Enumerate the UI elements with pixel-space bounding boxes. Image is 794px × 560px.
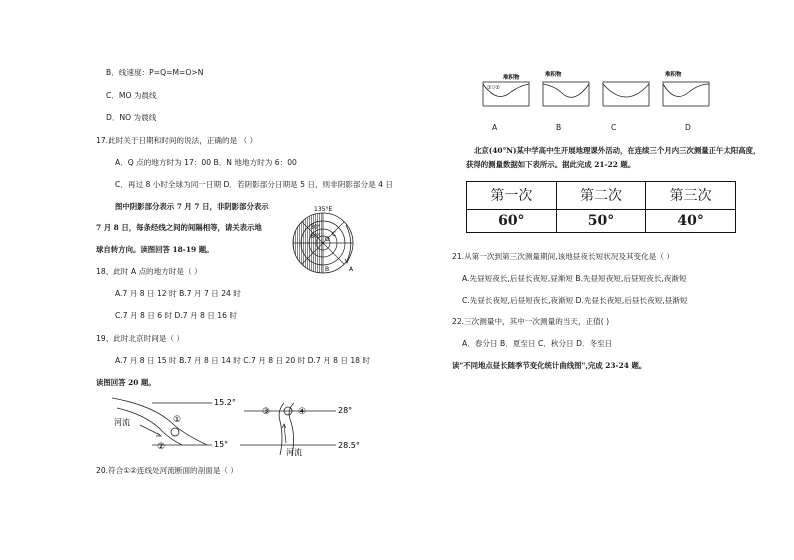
profile-a-marks: ①▽② [487,85,500,91]
mark-2: ② [157,442,166,452]
q17-options-cd: C．再过 8 小时全球为同一日期 D．若阴影部分日期是 5 日，则非阴影部分是 4 日 [115,180,393,189]
intro-line-2: 7 月 8 日，每条经线之间的间隔相等，请关表示地 [96,223,262,232]
lat-label-60: 60° [310,233,321,240]
table-value-1: 60° [467,209,557,232]
sun-altitude-table [466,181,736,233]
q17-options-ab: A．Q 点的地方时为 17：00 B．N 地地方时为 6：00 [115,158,297,167]
q21-intro-line-2: 获得的测量数据如下表所示。据此完成 21-22 题。 [466,160,636,169]
mark-1: ① [173,415,182,425]
table-header-2: 第二次 [556,182,646,210]
contour-top-left: 15.2° [214,398,236,407]
profile-option-c: C [611,123,617,132]
table-value-3: 40° [646,209,736,232]
q23-intro: 读"不同地点昼长随季节变化统计曲线图",完成 23-24 题。 [452,361,647,370]
q18-options-cd: C.7 月 8 日 6 时 D.7 月 8 日 16 时 [115,311,237,320]
q19-stem: 19、此时北京时间是（ ） [96,334,185,343]
mark-3: ③ [262,407,271,417]
profile-option-a: A [492,123,498,132]
point-a: A [349,266,354,273]
q21-options-ab: A.先昼短夜长,后昼长夜短,昼渐短 B.先昼短夜短,后昼短夜长,夜渐短 [462,274,687,283]
river-label-right: 河流 [286,448,302,457]
point-c: C [332,231,337,238]
contour-top-right: 28° [338,406,353,415]
table-value-2: 50° [556,209,646,232]
table-header-3: 第三次 [646,182,736,210]
q16-option-d: D．NO 为晨线 [106,113,157,122]
q22-options: A．春分日 B．夏至日 C．秋分日 D．冬至日 [462,339,613,348]
point-b: B [325,266,330,273]
q17-stem: 17.此时关于日期和时间的说法，正确的是 （ ） [96,136,258,145]
point-o: O [325,236,330,243]
q18-stem: 18、此时 A 点的地方时是（ ） [96,267,202,276]
polar-view-figure [283,205,358,275]
contour-bottom-left: 15° [214,440,229,449]
contour-bottom-right: 28.5° [338,441,360,450]
mark-4: ④ [298,407,307,417]
q20-intro: 读图回答 20 题。 [96,378,156,387]
profile-b-label: 堆积物 [545,72,562,78]
profile-d-label: 堆积物 [665,72,682,78]
q20-stem: 20.符合①②连线处河流断面的剖面是（ ） [96,466,239,475]
q18-options-ab: A.7 月 8 日 12 时 B.7 月 7 日 24 时 [115,289,241,298]
q21-options-cd: C.先昼长夜短,后昼短夜长,夜渐短 D.先昼长夜短,后昼长夜短,昼渐短 [462,296,688,305]
q21-intro-line-1: 北京(40°N)某中学高中生开展地理课外活动，在连续三个月内三次测量正午太阳高度， [474,146,761,155]
intro-line-1: 图中阴影部分表示 7 月 7 日，非阴影部分表示 [115,202,269,211]
profile-option-b: B [556,123,562,132]
q22-stem: 22.三次测量中，其中一次测量的当天，正值( ) [452,317,610,326]
river-profile-options [475,70,715,110]
q16-option-b: B．线速度：P=Q=M=O>N [106,68,204,77]
q19-options: A.7 月 8 日 15 时 B.7 月 8 日 14 时 C.7 月 8 日 20 时 D.7 月 8 日 18 时 [115,356,371,365]
q16-option-c: C．MO 为晨线 [106,91,157,100]
table-header-1: 第一次 [467,182,557,210]
lat-label-30: 30° [310,224,321,231]
q21-stem: 21.从第一次到第三次测量期间,该地昼夜长短状况及其变化是（ ） [452,252,674,261]
profile-option-d: D [685,123,691,132]
profile-a-label: 堆积物 [503,75,520,81]
river-label-left: 河流 [114,418,130,427]
intro-line-3: 球自转方向。读图回答 18-19 题。 [96,245,214,254]
lon-label: 135°E [314,206,333,213]
river-contour-figures [112,393,362,458]
